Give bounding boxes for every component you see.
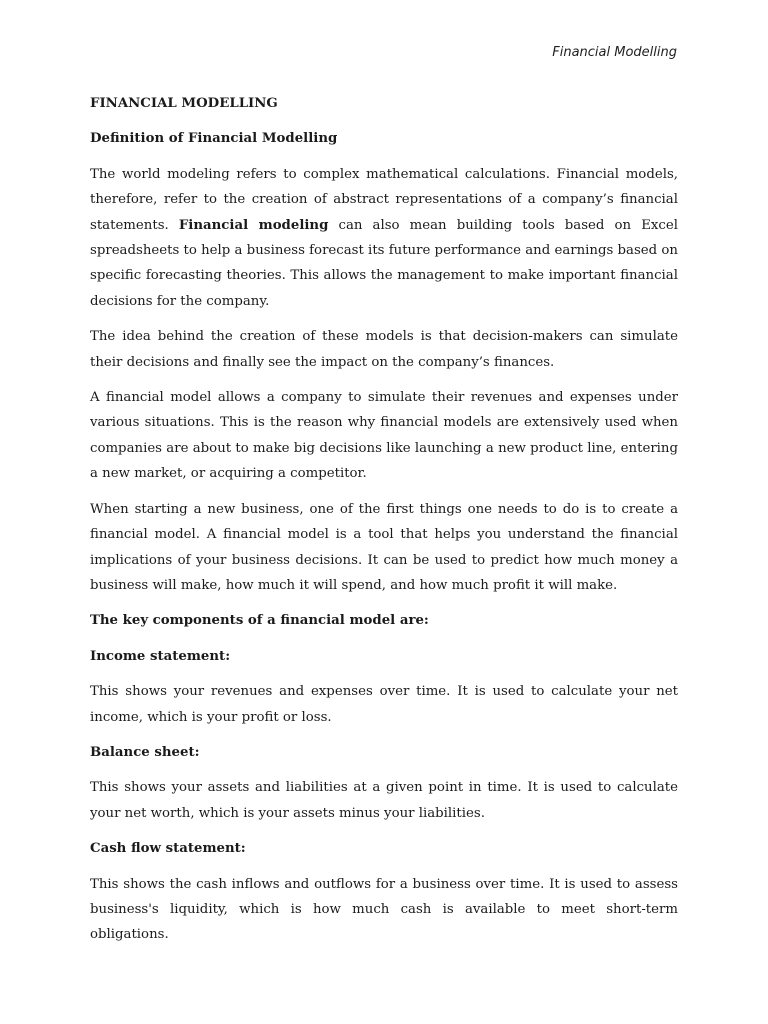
balance-sheet-text: This shows your assets and liabilities at a given point in time. It is used to calculate your net worth, which is your assets minus your liabilities.	[90, 780, 678, 821]
components-heading: The key components of a financial model are:	[90, 613, 429, 629]
income-statement-text: This shows your revenues and expenses over time. It is used to calculate your net income, which is your profit or loss.	[90, 684, 678, 725]
bold-term: Financial modeling	[178, 217, 329, 233]
paragraph-definition	[90, 162, 678, 314]
paragraph-simulation: A financial model allows a company to simulate their revenues and expenses under various situations. This is the reason why financial models are extensively used when companies are about to make big decisions like launching a new product line, entering a new market, or acquiring a competitor.	[90, 390, 678, 482]
paragraph-text: can also mean building tools based on Excel spreadsheets to help a business forecast its future performance and earnings based on specific forecasting theories. This allows the management to make important financial decisions for the company.	[90, 217, 678, 309]
paragraph-text: The world modeling refers to complex mathematical calculations. Financial models, therefore, refer to the creation of abstract representations of a company’s financial statements.	[90, 166, 678, 233]
section-heading: Definition of Financial Modelling	[90, 131, 338, 147]
cash-flow-text: This shows the cash inflows and outflows for a business over time. It is used to assess business's liquidity, which is how much cash is available to meet short-term obligations.	[90, 876, 678, 943]
balance-sheet-heading: Balance sheet:	[90, 744, 200, 760]
paragraph-idea: The idea behind the creation of these models is that decision-makers can simulate their decisions and finally see the impact on the company’s finances.	[90, 329, 678, 370]
running-header: Financial Modelling	[552, 45, 677, 60]
document-title: FINANCIAL MODELLING	[90, 96, 278, 111]
cash-flow-heading: Cash flow statement:	[90, 841, 246, 857]
document-body	[90, 91, 678, 958]
paragraph-new-business: When starting a new business, one of the first things one needs to do is to create a financial model. A financial model is a tool that helps you understand the financial implications of your business decisions. It can be used to predict how much money a business will make, how much it will spend, and how much profit it will make.	[90, 501, 678, 593]
income-statement-heading: Income statement:	[90, 648, 231, 664]
